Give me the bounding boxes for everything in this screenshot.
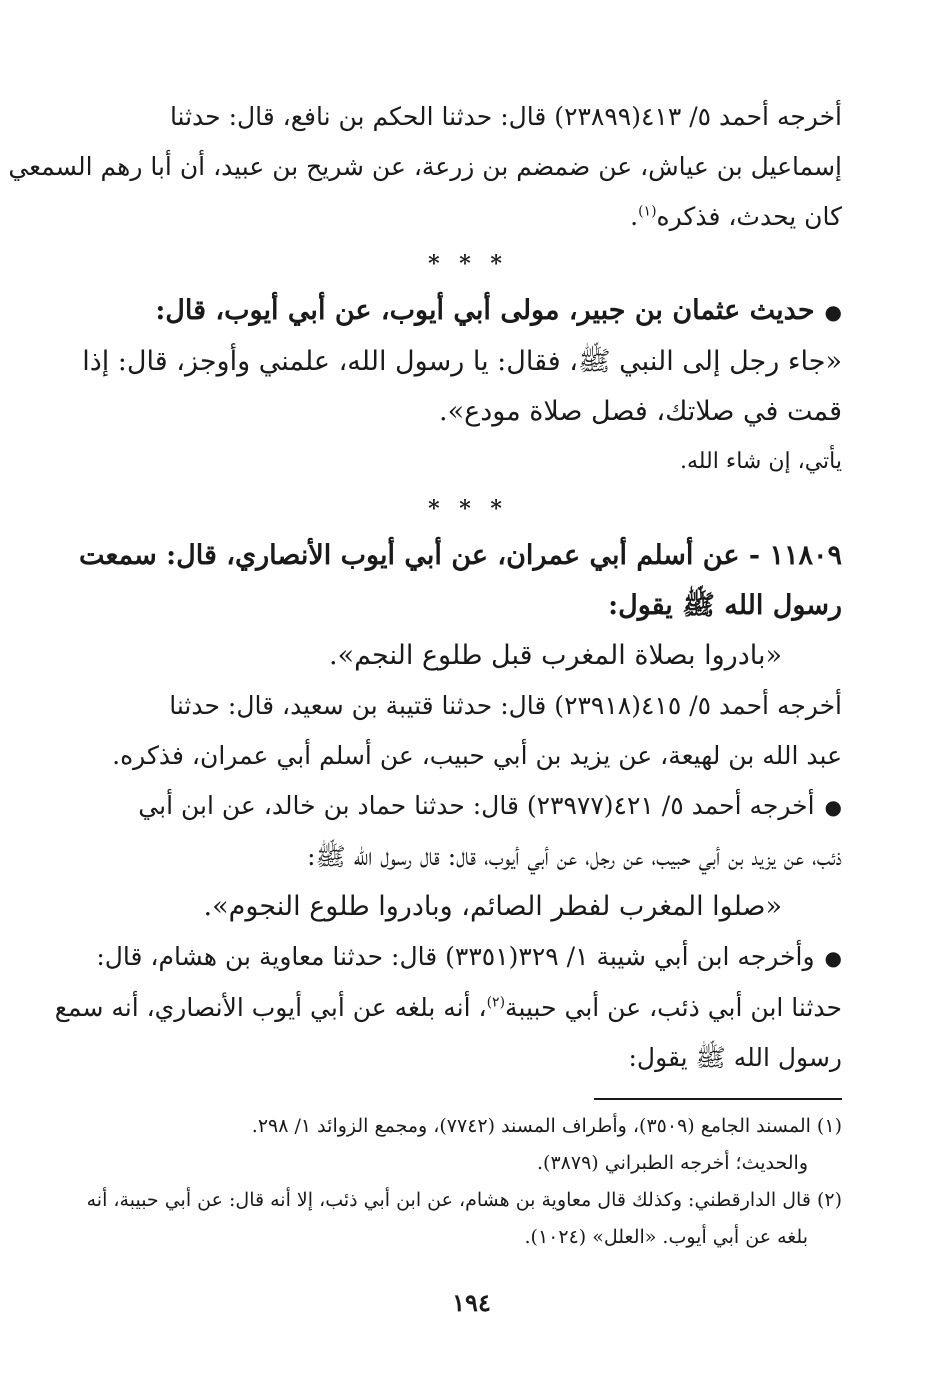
footnote-2-cont: بلغه عن أبي أيوب. «العلل» (١٠٢٤). [524, 1226, 808, 1248]
takhrij-text: أخرجه أحمد ٥/ ٤٢١(٢٣٩٧٧) قال: حدثنا حماد بن خالد، عن ابن أبي [138, 791, 815, 820]
takhrij-line: أخرجه أحمد ٥/ ٤١٥(٢٣٩١٨) قال: حدثنا قتيبة بن سعيد، قال: حدثنا [169, 691, 842, 720]
takhrij-line [94, 932, 842, 983]
text-span: كان يحدث، فذكره [656, 202, 842, 231]
text-line: أخرجه أحمد ٥/ ٤١٣(٢٣٨٩٩) قال: حدثنا الحكم بن نافع، قال: حدثنا [169, 102, 842, 131]
footnote-2: (٢) قال الدارقطني: وكذلك قال معاوية بن هشام، عن ابن أبي ذئب، إلا أنه قال: عن أبي حبيبة، أنه [86, 1189, 842, 1211]
takhrij-line: عبد الله بن لهيعة، عن يزيد بن أبي حبيب، عن أسلم أبي عمران، فذكره. [112, 741, 842, 770]
hadith-uthman [82, 286, 842, 487]
hadith-intro-text: حديث عثمان بن جبير، مولى أبي أيوب، عن أبي أيوب، قال: [155, 295, 815, 326]
footnote-ref-1: (١) [638, 203, 657, 220]
footnotes [86, 1108, 842, 1256]
main-text [8, 92, 842, 1083]
hadith-quote-line: «جاء رجل إلى النبي ﷺ، فقال: يا رسول الله، علمني وأوجز، قال: إذا [82, 346, 842, 377]
footnote-1-cont: والحديث؛ أخرجه الطبراني (٣٨٧٩). [537, 1152, 808, 1174]
hadith-11809 [79, 531, 842, 781]
bullet-icon: ● [824, 300, 842, 324]
footnote-divider [594, 1098, 842, 1100]
hadith-quote: «صلوا المغرب لفطر الصائم، وبادروا طلوع النجوم». [203, 891, 782, 922]
takhrij-ahmad-23977 [94, 781, 842, 932]
takhrij-line: ذئب، عن يزيد بن أبي حبيب، عن رجل، عن أبي أيوب، قال: قال رسول الله ﷺ: [307, 842, 842, 871]
text-line: إسماعيل بن عياش، عن ضمضم بن زرعة، عن شريح بن عبيد، أن أبا رهم السمعي [8, 152, 842, 181]
hadith-intro [94, 286, 842, 337]
section-separator: * * * [428, 251, 508, 277]
hadith-note: يأتي، إن شاء الله. [679, 449, 842, 474]
takhrij-ahmad-23899 [8, 92, 842, 242]
bullet-icon: ● [824, 946, 842, 970]
footnote-1: (١) المسند الجامع (٣٥٠٩)، وأطراف المسند (٧٧٤٢)، ومجمع الزوائد ١/ ٢٩٨. [251, 1115, 842, 1137]
footnote-ref-2: (٢) [486, 994, 506, 1011]
hadith-quote: «بادروا بصلاة المغرب قبل طلوع النجم». [328, 640, 782, 671]
takhrij-line [94, 781, 842, 832]
section-separator: * * * [428, 496, 508, 522]
bullet-icon: ● [824, 795, 842, 819]
text-line: كان يحدث، فذكره$^{(١)}$. [630, 202, 842, 231]
hadith-intro-line: رسول الله ﷺ يقول: [608, 590, 842, 621]
takhrij-text: وأخرجه ابن أبي شيبة ١/ ٣٢٩(٣٣٥١) قال: حدثنا معاوية بن هشام، قال: [96, 942, 815, 971]
takhrij-line: رسول الله ﷺ يقول: [628, 1043, 842, 1072]
takhrij-line: حدثنا ابن أبي ذئب، عن أبي حبيبة$^{(٢)}$، أنه بلغه عن أبي أيوب الأنصاري، أنه سمع [54, 993, 842, 1022]
page-number: ١٩٤ [452, 1288, 491, 1317]
hadith-quote-line: قمت في صلاتك، فصل صلاة مودع». [439, 396, 842, 427]
takhrij-ibn-abi-shaybah [54, 932, 842, 1083]
hadith-intro-line: ١١٨٠٩ - عن أسلم أبي عمران، عن أبي أيوب الأنصاري، قال: سمعت [79, 540, 842, 571]
